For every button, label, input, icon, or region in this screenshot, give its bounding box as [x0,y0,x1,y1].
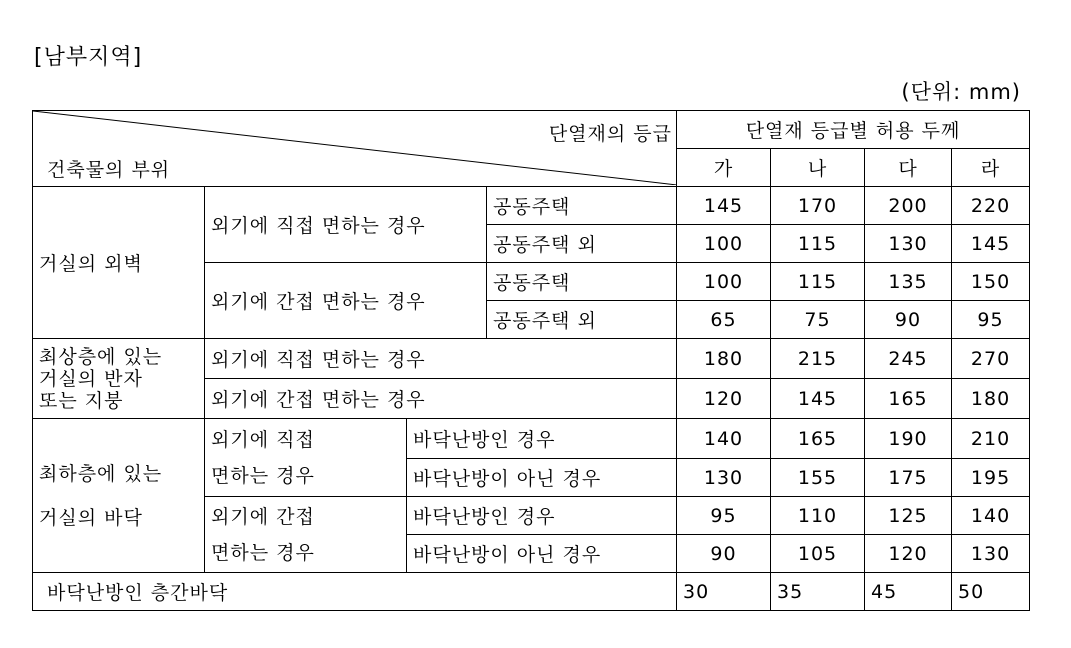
value-cell: 175 [865,459,952,497]
value-cell: 35 [771,573,865,611]
value-cell: 135 [865,263,952,301]
table-row [33,419,1030,459]
value-cell: 125 [865,497,952,535]
heating-type: 바닥난방이 아닌 경우 [407,535,677,573]
value-cell: 130 [865,225,952,263]
roof-label [33,339,205,419]
value-cell: 140 [677,419,771,459]
building-type: 공동주택 외 [487,301,677,339]
header-insulation-grade: 단열재의 등급 [548,123,672,145]
interfloor-label: 바닥난방인 층간바닥 [33,573,677,611]
value-cell: 130 [952,535,1030,573]
value-cell: 195 [952,459,1030,497]
grade-ga: 가 [677,149,771,187]
value-cell: 210 [952,419,1030,459]
region-title: [남부지역] [34,45,143,70]
value-cell: 90 [865,301,952,339]
value-cell: 120 [865,535,952,573]
value-cell: 170 [771,187,865,225]
roof-condition: 외기에 간접 면하는 경우 [205,379,677,419]
value-cell: 145 [677,187,771,225]
value-cell: 270 [952,339,1030,379]
building-type: 공동주택 외 [487,225,677,263]
value-cell: 30 [677,573,771,611]
value-cell: 45 [865,573,952,611]
header-building-part: 건축물의 부위 [47,159,171,181]
floor-label-line: 최하층에 있는 [39,462,163,485]
value-cell: 120 [677,379,771,419]
value-cell: 215 [771,339,865,379]
unit-label: (단위: mm) [901,80,1021,104]
value-cell: 95 [677,497,771,535]
value-cell: 145 [952,225,1030,263]
value-cell: 65 [677,301,771,339]
value-cell: 90 [677,535,771,573]
floor-label-line: 거실의 바닥 [39,506,143,529]
value-cell: 165 [865,379,952,419]
roof-label-line: 거실의 반자 [39,367,143,390]
value-cell: 245 [865,339,952,379]
value-cell: 190 [865,419,952,459]
value-cell: 140 [952,497,1030,535]
header-row-1 [33,111,1030,149]
value-cell: 150 [952,263,1030,301]
value-cell: 145 [771,379,865,419]
value-cell: 100 [677,225,771,263]
floor-direct-line: 면하는 경우 [211,464,315,487]
floor-indirect-line: 면하는 경우 [211,541,315,564]
grade-na: 나 [771,149,865,187]
table-row [33,573,1030,611]
value-cell: 220 [952,187,1030,225]
table-row [33,339,1030,379]
roof-condition: 외기에 직접 면하는 경우 [205,339,677,379]
heating-type: 바닥난방인 경우 [407,419,677,459]
heating-type: 바닥난방인 경우 [407,497,677,535]
building-type: 공동주택 [487,187,677,225]
building-type: 공동주택 [487,263,677,301]
value-cell: 155 [771,459,865,497]
table-row [33,187,1030,225]
diagonal-header-cell [33,111,677,187]
floor-indirect [205,497,407,573]
value-cell: 115 [771,263,865,301]
value-cell: 75 [771,301,865,339]
grade-ra: 라 [952,149,1030,187]
value-cell: 110 [771,497,865,535]
insulation-thickness-table [32,110,1030,611]
value-cell: 130 [677,459,771,497]
roof-label-line: 또는 지붕 [39,389,124,412]
value-cell: 100 [677,263,771,301]
value-cell: 180 [952,379,1030,419]
heating-type: 바닥난방이 아닌 경우 [407,459,677,497]
floor-label [33,419,205,573]
value-cell: 200 [865,187,952,225]
roof-label-line: 최상층에 있는 [39,345,163,368]
outer-wall-direct: 외기에 직접 면하는 경우 [205,187,487,263]
value-cell: 50 [952,573,1030,611]
header-thickness-title: 단열재 등급별 허용 두께 [677,111,1030,149]
value-cell: 180 [677,339,771,379]
value-cell: 95 [952,301,1030,339]
grade-da: 다 [865,149,952,187]
value-cell: 105 [771,535,865,573]
floor-direct [205,419,407,497]
value-cell: 115 [771,225,865,263]
floor-indirect-line: 외기에 간접 [211,505,315,528]
outer-wall-indirect: 외기에 간접 면하는 경우 [205,263,487,339]
floor-direct-line: 외기에 직접 [211,428,315,451]
outer-wall-label: 거실의 외벽 [33,187,205,339]
value-cell: 165 [771,419,865,459]
